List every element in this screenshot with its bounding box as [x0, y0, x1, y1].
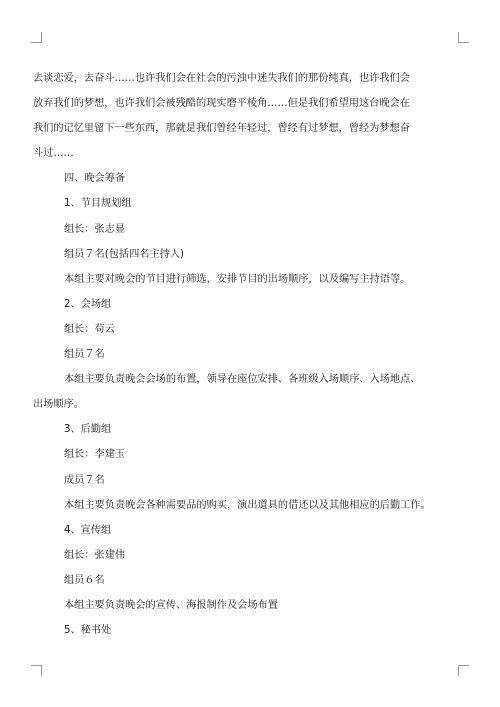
group-1-title: 1、节目规划组 [64, 198, 132, 210]
group-3-duty: 本组主要负责晚会各种需要品的购买，演出道具的借还以及其他相应的后勤工作。 [64, 499, 431, 511]
intro-line-2: 放弃我们的梦想，也许我们会被残酷的现实磨平棱角……但是我们希望用这台晚会在 [33, 98, 410, 110]
crop-mark-bottom-left [31, 665, 42, 676]
crop-mark-bottom-right [458, 665, 469, 676]
document-body [33, 66, 461, 643]
group-2-leader: 组长：苟云 [64, 323, 115, 335]
group-3-title: 3、后勤组 [64, 424, 112, 436]
intro-line-1: 去谈恋爱，去奋斗……也许我们会在社会的污浊中迷失我们的那份纯真，也许我们会 [33, 73, 410, 84]
group-4-title: 4、宣传组 [64, 524, 112, 536]
group-2-members: 组员７名 [64, 349, 105, 361]
crop-mark-top-right [458, 32, 469, 43]
group-2-duty-line-1: 本组主要负责晚会会场的布置，领导在座位安排、各班级入场顺序、入场地点、 [64, 374, 421, 386]
group-2-duty-line-2: 出场顺序。 [33, 399, 84, 411]
group-1-leader: 组长：张志显 [64, 223, 126, 235]
group-3-members: 成员７名 [64, 474, 105, 486]
group-5-title: 5、秘书处 [64, 625, 112, 637]
group-2-title: 2、会场组 [64, 298, 112, 310]
group-4-leader: 组长：张建伟 [64, 549, 126, 561]
group-1-duty: 本组主要对晚会的节目进行筛选，安排节目的出场顺序，以及编写主持语等。 [64, 273, 411, 285]
group-4-members: 组员６名 [64, 574, 105, 586]
intro-line-4: 斗过…… [33, 148, 74, 160]
group-3-leader: 组长：李建玉 [64, 449, 126, 461]
group-4-duty: 本组主要负责晚会的宣传、海报制作及会场布置 [64, 599, 278, 611]
intro-line-3: 我们的记忆里留下一些东西，那就是我们曾经年轻过，曾经有过梦想，曾经为梦想奋 [33, 123, 410, 135]
section-title: 四、晚会筹备 [64, 173, 126, 185]
crop-mark-top-left [31, 32, 42, 43]
group-1-members: 组员７名(包括四名主持人) [64, 248, 185, 260]
